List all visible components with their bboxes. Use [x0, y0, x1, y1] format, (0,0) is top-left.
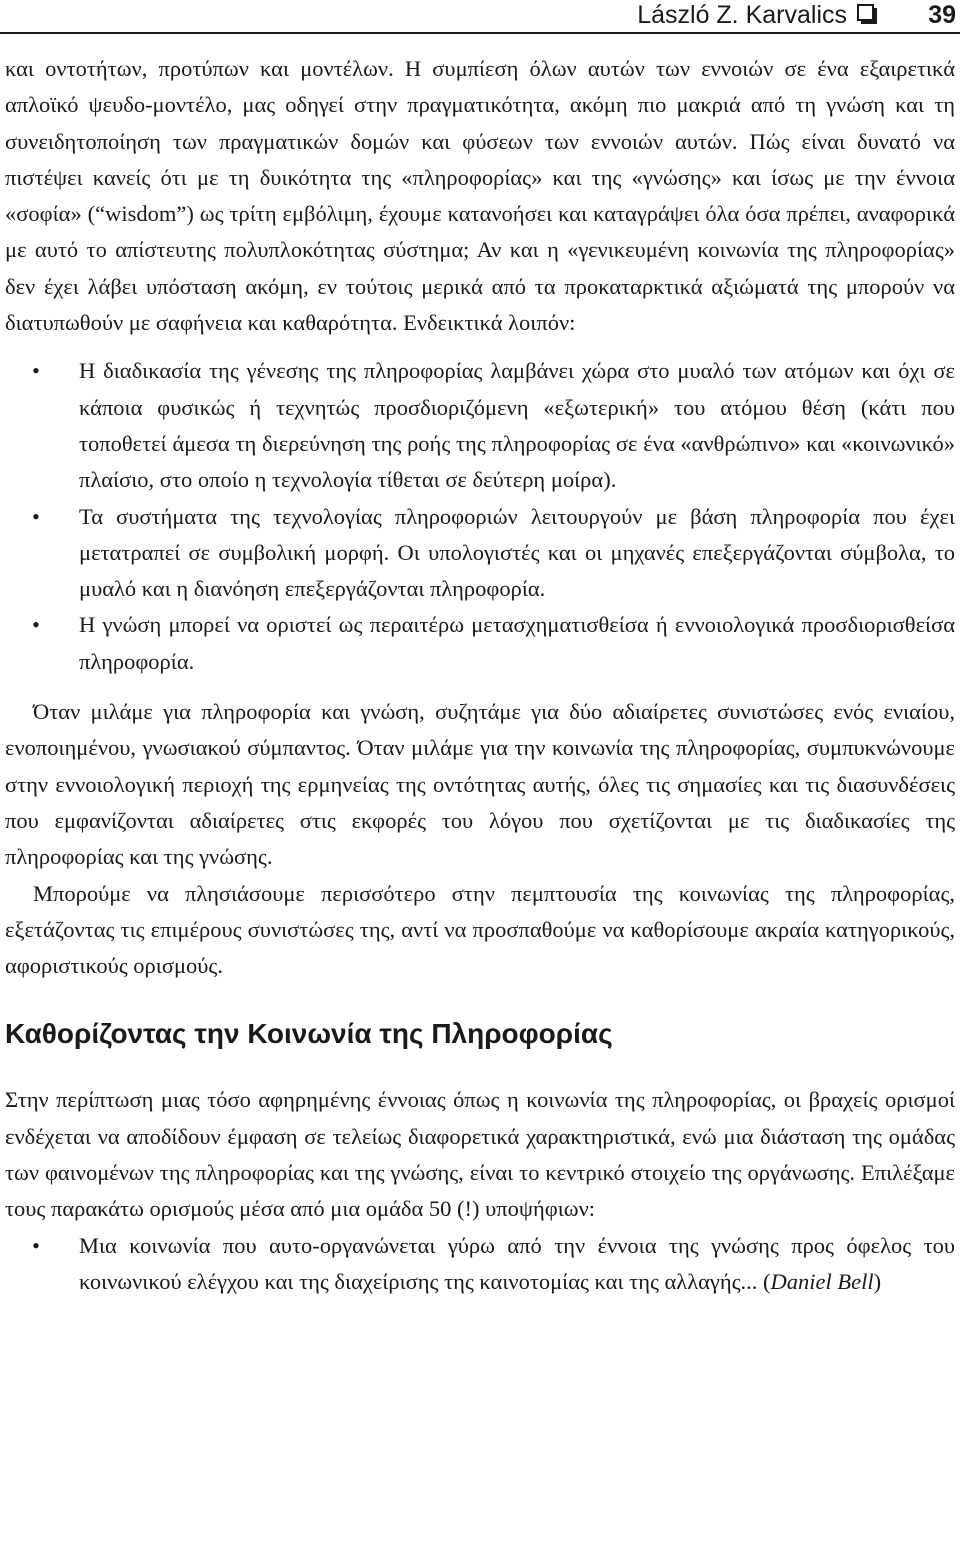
square-ornament-icon	[857, 4, 874, 21]
list-item	[5, 499, 955, 608]
definition-text: Μια κοινωνία που αυτο-οργανώνεται γύρω από την έννοια της γνώσης προς όφελος του κοινωνικού ελέγχου και της διαχείρισης της καινοτομίας και της αλλαγής... (	[79, 1232, 955, 1294]
list-item-text: Τα συστήματα της τεχνολογίας πληροφοριών λειτουργούν με βάση πληροφορία που έχει μετατραπεί σε συμβολική μορφή. Οι υπολογιστές και οι μηχανές επεξεργάζονται σύμβολα, το μυαλό και η διανόηση επεξεργάζονται πληροφορία.	[79, 503, 955, 602]
running-header	[0, 0, 960, 34]
section-paragraph: Στην περίπτωση μιας τόσο αφηρημένης έννοιας όπως η κοινωνία της πληροφορίας, οι βραχείς ορισμοί ενδέχεται να αποδίδουν έμφαση σε τελείως διαφορετικά χαρακτηριστικά, ενώ μια διάσταση της ομάδας των φαινομένων της πληροφορίας και της γνώσης, είναι το κεντρικό στοιχείο της οργάνωσης. Επιλέξαμε τους παρακάτω ορισμούς μέσα από μια ομάδα 50 (!) υποψήφιων:	[5, 1087, 955, 1222]
list-item	[5, 353, 955, 498]
body-text	[5, 51, 955, 1300]
definitions-list	[5, 1228, 955, 1301]
bullet-icon: •	[32, 358, 40, 384]
list-item-text: Η γνώση μπορεί να οριστεί ως περαιτέρω μετασχηματισθείσα ή εννοιολογικά προσδιορισθείσα πληροφορία.	[79, 612, 955, 674]
intro-paragraph: και οντοτήτων, προτύπων και μοντέλων. Η συμπίεση όλων αυτών των εννοιών σε ένα εξαιρετικά απλοϊκό ψευδο-μοντέλο, μας οδηγεί στην πραγματικότητα, ακόμη πιο μακριά από τη γνώση και τη συνειδητοποίηση των πραγματικών δομών και φύσεων των εννοιών αυτών. Πώς είναι δυνατό να πιστέψει κανείς ότι με τη δυικότητα της «πληροφορίας» και της «γνώσης» και ίσως με την έννοια «σοφία» (“wisdom”) ως τρίτη εμβόλιμη, έχουμε κατανοήσει και καταγράψει όλα όσα πρέπει, αναφορικά με αυτό το απίστευτης πολυπλοκότητας σύστημα; Αν και η «γενικευμένη κοινωνία της πληροφορίας» δεν έχει λάβει υπόσταση ακόμη, εν τούτοις μερικά από τα προκαταρκτικά αξιώματά της μπορούν να διατυπωθούν με σαφήνεια και καθαρότητα. Ενδεικτικά λοιπόν:	[5, 56, 955, 336]
section-heading: Καθορίζοντας την Κοινωνία της Πληροφορίας	[5, 1018, 613, 1050]
principles-list	[5, 353, 955, 680]
list-item	[5, 607, 955, 680]
definition-author: Daniel Bell	[770, 1268, 874, 1294]
header-author: László Z. Karvalics	[637, 1, 847, 29]
list-item-text: Η διαδικασία της γένεσης της πληροφορίας λαμβάνει χώρα στο μυαλό των ατόμων και όχι σε κάποια φυσικώς ή τεχνητώς προσδιοριζόμενη «εξωτερική» του ατόμου θέση (κάτι που τοποθετεί άμεσα τη διερεύνηση της ροής της πληροφορίας σε ένα «ανθρώπινο» και «κοινωνικό» πλαίσιο, στο οποίο η τεχνολογία τίθεται σε δεύτερη μοίρα).	[79, 358, 955, 493]
definition-close: )	[873, 1268, 882, 1294]
header-rule	[0, 32, 960, 34]
list-item	[5, 1228, 955, 1301]
page-number: 39	[928, 1, 956, 29]
paragraph: Μπορούμε να πλησιάσουμε περισσότερο στην πεμπτουσία της κοινωνίας της πληροφορίας, εξετάζοντας τις επιμέρους συνιστώσες της, αντί να προσπαθούμε να καθορίσουμε ακραία κατηγορικούς, αφοριστικούς ορισμούς.	[5, 880, 955, 979]
paragraph: Όταν μιλάμε για πληροφορία και γνώση, συζητάμε για δύο αδιαίρετες συνιστώσες ενός ενιαίου, ενοποιημένου, γνωσιακού σύμπαντος. Όταν μιλάμε για την κοινωνία της πληροφορίας, συμπυκνώνουμε στην εννοιολογική περιοχή της ερμηνείας της οντότητας αυτής, όλες τις σημασίες και τις διασυνδέσεις που εμφανίζονται αδιαίρετες στις εκφορές του λόγου που σχετίζονται με τις διαδικασίες της πληροφορίας και της γνώσης.	[5, 699, 955, 870]
bullet-icon: •	[32, 612, 40, 638]
bullet-icon: •	[32, 1232, 40, 1258]
bullet-icon: •	[32, 503, 40, 529]
